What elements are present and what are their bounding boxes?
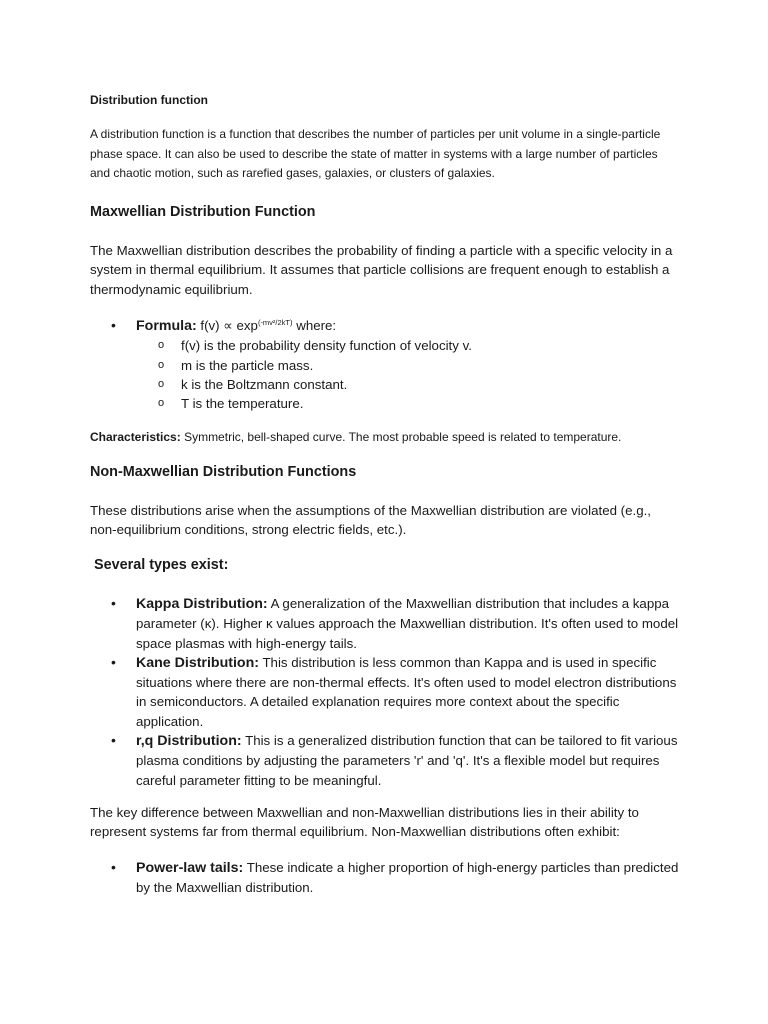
characteristics-paragraph	[90, 428, 680, 448]
bullet-marker: •	[111, 732, 116, 749]
bullet-marker: •	[111, 317, 116, 333]
where-item-text: f(v) is the probability density function of velocity v.	[181, 338, 472, 354]
type-item	[90, 731, 680, 790]
sub-marker: o	[158, 358, 165, 371]
bullet-marker: •	[111, 595, 116, 611]
non-maxwellian-heading: Non-Maxwellian Distribution Functions	[90, 464, 357, 480]
where-list	[136, 336, 680, 413]
where-item-text: k is the Boltzmann constant.	[181, 376, 348, 392]
where-item	[136, 394, 680, 413]
type-item	[90, 594, 680, 653]
sub-marker: o	[158, 339, 165, 352]
type-item	[90, 653, 680, 731]
sub-marker: o	[158, 377, 165, 390]
maxwellian-paragraph: The Maxwellian distribution describes the probability of finding a particle with a specific velocity in a system in thermal equilibrium. It assumes that particle collisions are frequent enough to establish a thermodynamic equilibrium.	[90, 243, 673, 297]
where-item-text: m is the particle mass.	[181, 357, 314, 373]
formula-suffix: where:	[296, 318, 337, 333]
type-text: A generalization of the Maxwellian distribution that includes a kappa parameter (κ). Higher κ values approach the Maxwellian distribution. It's often used to model space plasmas with high-energy tails.	[136, 596, 679, 651]
characteristics-label: Characteristics:	[90, 430, 181, 444]
bullet-marker: •	[111, 859, 116, 875]
where-item-text: T is the temperature.	[181, 396, 304, 412]
non-maxwellian-paragraph: These distributions arise when the assumptions of the Maxwellian distribution are violated (e.g., non-equilibrium conditions, strong electric fields, etc.).	[90, 503, 651, 538]
exhibit-name: Power-law tails:	[136, 860, 244, 876]
formula-item	[90, 316, 680, 413]
where-item	[136, 336, 680, 355]
key-difference-paragraph: The key difference between Maxwellian and non-Maxwellian distributions lies in their ability to represent systems far from thermal equilibrium. Non-Maxwellian distributions often exhibit:	[90, 805, 639, 840]
exhibits-list	[90, 858, 680, 898]
where-item	[136, 356, 680, 375]
exhibit-text: These indicate a higher proportion of high-energy particles than predicted by the Maxwellian distribution.	[136, 860, 679, 896]
type-name: Kane Distribution:	[136, 654, 259, 671]
characteristics-text: Symmetric, bell-shaped curve. The most probable speed is related to temperature.	[184, 430, 622, 444]
bullet-marker: •	[111, 653, 116, 670]
formula-text: f(v) ∝ exp	[200, 318, 258, 333]
type-text: This distribution is less common than Kappa and is used in specific situations where there are non-thermal effects. It's often used to model electron distributions in semiconductors. A detailed explanation requires more context about the specific application.	[136, 654, 677, 729]
type-text: This is a generalized distribution function that can be tailored to fit various plasma conditions by adjusting the parameters 'r' and 'q'. It's a flexible model but requires careful parameter fitting to be meaningful.	[136, 733, 678, 788]
intro-paragraph: A distribution function is a function that describes the number of particles per unit volume in a single-particle phase space. It can also be used to describe the state of matter in systems with a large number of particles and chaotic motion, such as rarefied gases, galaxies, or clusters of galaxies.	[90, 127, 661, 180]
type-name: Kappa Distribution:	[136, 596, 268, 612]
maxwellian-heading: Maxwellian Distribution Function	[90, 204, 316, 220]
types-list	[90, 594, 680, 790]
formula-exponent: (-mv²/2kT)	[257, 318, 293, 327]
types-heading: Several types exist:	[90, 557, 229, 573]
exhibit-item	[90, 858, 680, 898]
sub-marker: o	[158, 397, 165, 410]
where-item	[136, 375, 680, 394]
formula-list	[90, 316, 680, 413]
formula-label: Formula:	[136, 318, 197, 334]
document-title: Distribution function	[90, 93, 208, 107]
type-name: r,q Distribution:	[136, 733, 242, 750]
